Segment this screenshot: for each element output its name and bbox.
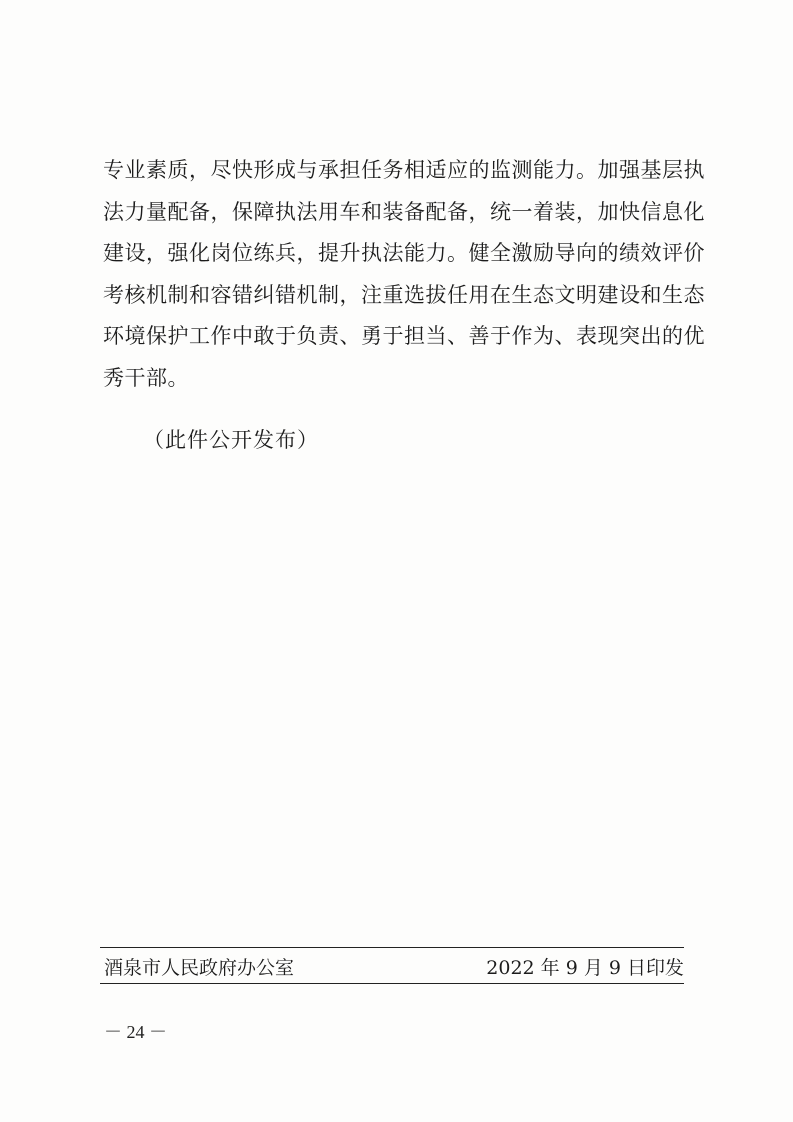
body-line: 法力量配备，保障执法用车和装备配备，统一着装，加快信息化: [103, 199, 705, 224]
bleed-through: [110, 553, 710, 573]
page-number: － 24 －: [104, 1022, 167, 1042]
issuer-label: 酒泉市人民政府办公室: [104, 957, 295, 979]
footer-row: [104, 953, 684, 980]
body-line: 考核机制和容错纠错机制，注重选拔任用在生态文明建设和生态: [103, 282, 705, 307]
body-paragraph: [103, 150, 703, 399]
footer-bottom-rule: [100, 983, 684, 984]
issue-date: 2022 年 9 月 9 日印发: [486, 957, 684, 979]
release-note: （此件公开发布）: [143, 428, 319, 452]
footer-top-rule: [100, 947, 684, 948]
body-line: 秀干部。: [103, 365, 189, 390]
body-line: 专业素质，尽快形成与承担任务相适应的监测能力。加强基层执: [103, 158, 705, 182]
body-line: 建设，强化岗位练兵，提升执法能力。健全激励导向的绩效评价: [103, 241, 705, 265]
body-line: 环境保护工作中敢于负责、勇于担当、善于作为、表现突出的优: [103, 324, 705, 348]
